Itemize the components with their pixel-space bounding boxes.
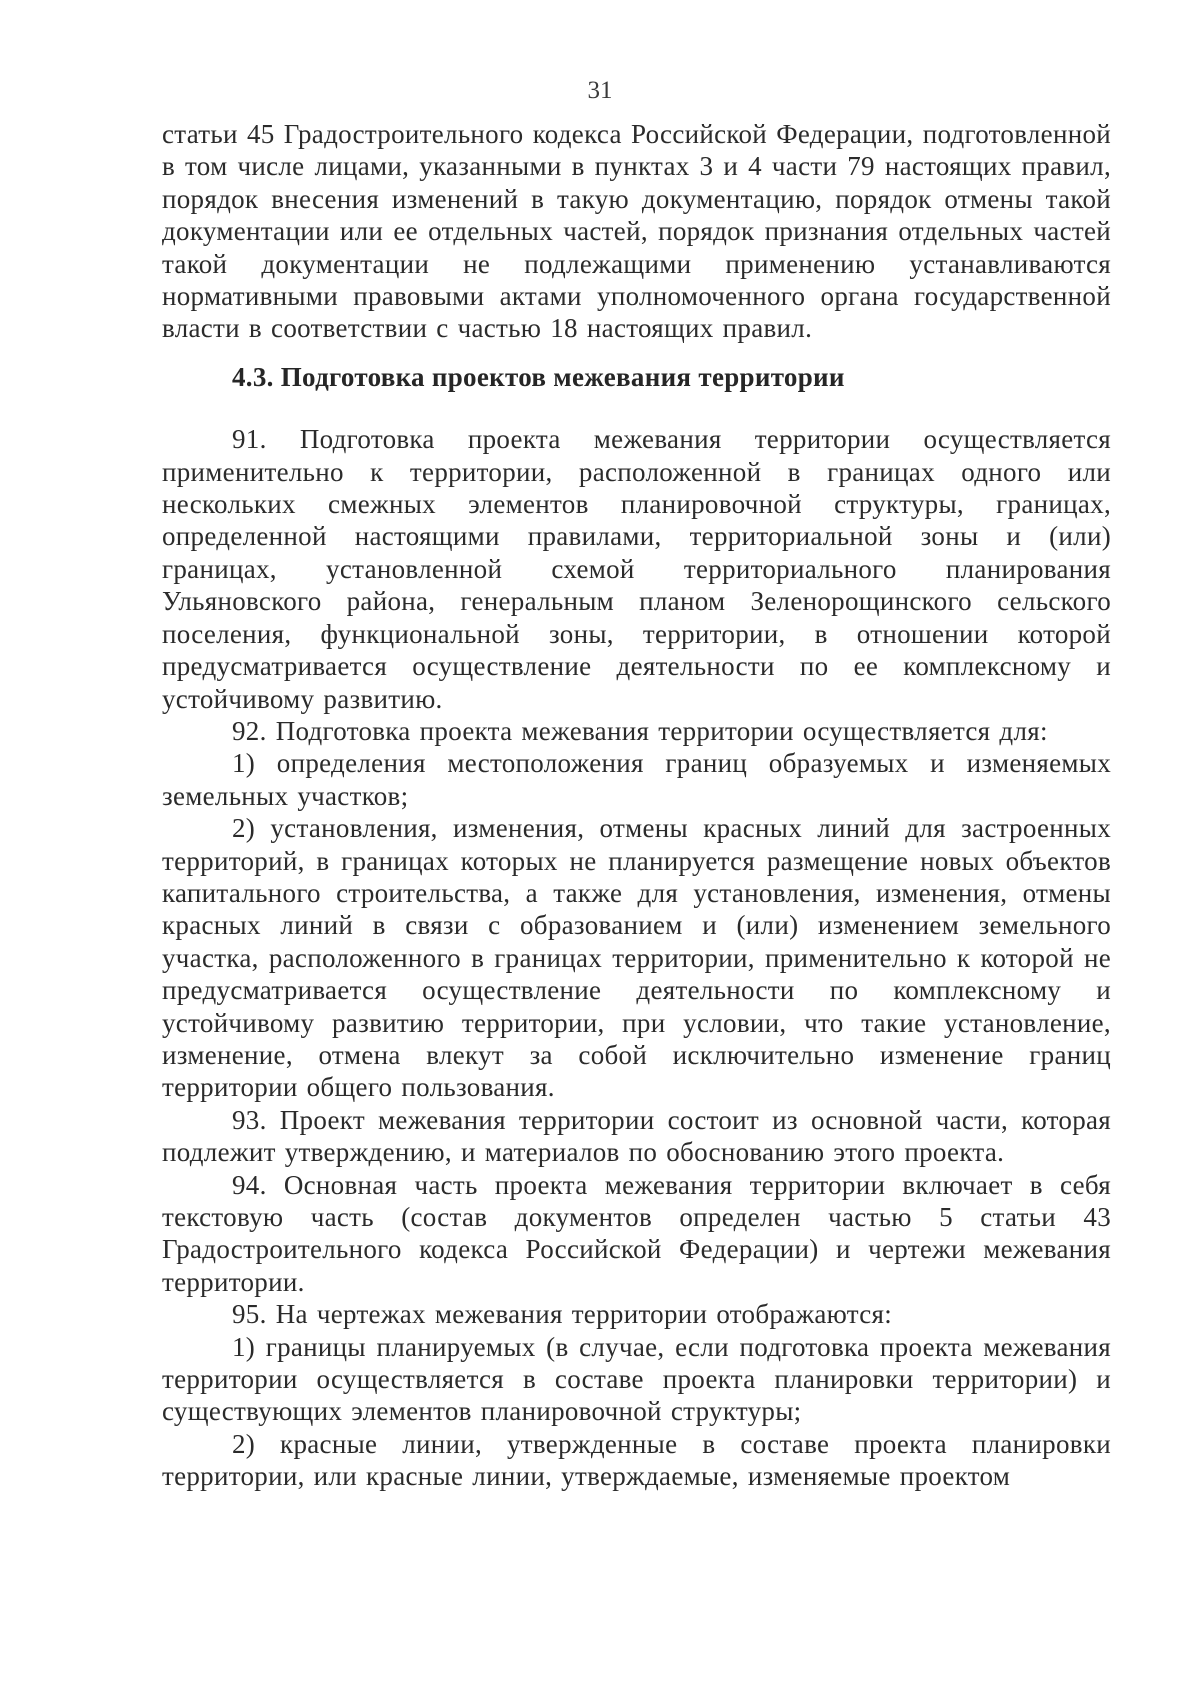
paragraph-94: 94. Основная часть проекта межевания территории включает в себя текстовую часть (состав документов определен частью 5 статьи 43 Градостроительного кодекса Российской Федерации) и чертежи межевания территории.: [162, 1169, 1111, 1297]
paragraph-95: 95. На чертежах межевания территории отображаются:: [232, 1299, 893, 1330]
paragraph-95-item-2: 2) красные линии, утвержденные в составе проекта планировки территории, или красные линии, утверждаемые, изменяемые проектом: [162, 1428, 1111, 1492]
paragraph-91: 91. Подготовка проекта межевания территории осуществляется применительно к территории, расположенной в границах одного или нескольких смежных элементов планировочной структуры, границах, определенной настоящими правилами, территориальной зоны и (или) границах, установленной схемой территориального планирования Ульяновского района, генеральным планом Зеленорощинского сельского поселения, функциональной зоны, территории, в отношении которой предусматривается осуществление деятельности по ее комплексному и устойчивому развитию.: [162, 424, 1111, 714]
paragraph-93: 93. Проект межевания территории состоит из основной части, которая подлежит утверждению, и материалов по обоснованию этого проекта.: [162, 1104, 1111, 1168]
page-number: 31: [587, 77, 613, 104]
section-heading: 4.3. Подготовка проектов межевания территории: [232, 361, 845, 392]
paragraph-92: 92. Подготовка проекта межевания территории осуществляется для:: [232, 715, 1048, 746]
paragraph-95-item-1: 1) границы планируемых (в случае, если подготовка проекта межевания территории осуществляется в составе проекта планировки территории) и существующих элементов планировочной структуры;: [162, 1331, 1111, 1427]
paragraph-continuation: статьи 45 Градостроительного кодекса Российской Федерации, подготовленной в том числе лицами, указанными в пунктах 3 и 4 части 79 настоящих правил, порядок внесения изменений в такую документацию, порядок отмены такой документации или ее отдельных частей, порядок признания отдельных частей такой документации не подлежащими применению устанавливаются нормативными правовыми актами уполномоченного органа государственной власти в соответствии с частью 18 настоящих правил.: [162, 119, 1111, 344]
paragraph-92-item-2: 2) установления, изменения, отмены красных линий для застроенных территорий, в границах которых не планируется размещение новых объектов капитального строительства, а также для установления, изменения, отмены красных линий в связи с образованием и (или) изменением земельного участка, расположенного в границах территории, применительно к которой не предусматривается осуществление деятельности по комплексному и устойчивому развитию территории, при условии, что такие установление, изменение, отмена влекут за собой исключительно изменение границ территории общего пользования.: [162, 813, 1111, 1103]
document-body: [162, 118, 1111, 1493]
paragraph-92-item-1: 1) определения местоположения границ образуемых и изменяемых земельных участков;: [162, 748, 1111, 811]
